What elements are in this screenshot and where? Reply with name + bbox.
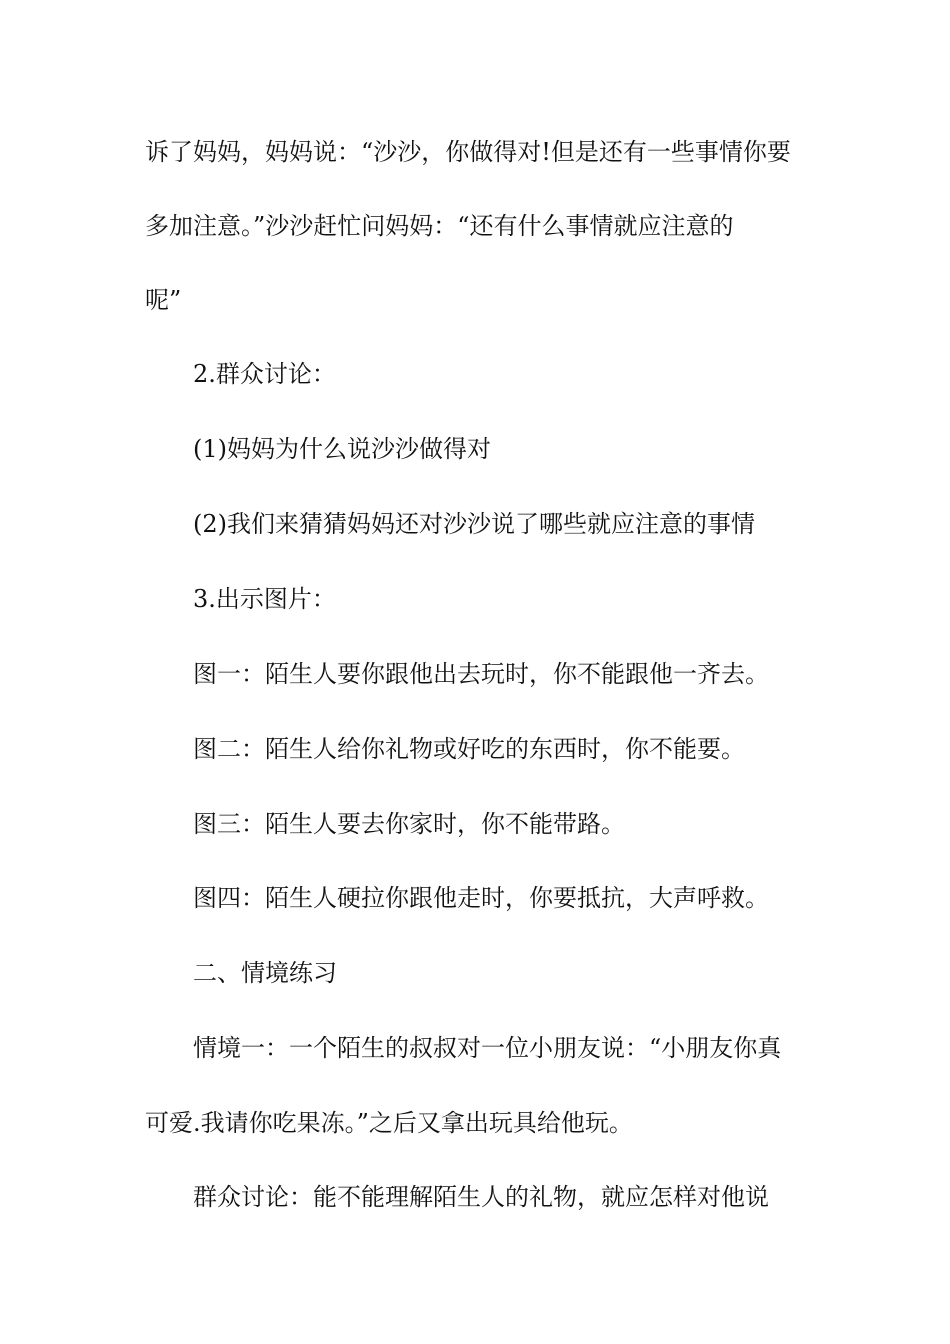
section-heading-pictures: 3.出示图片： [193, 585, 336, 613]
scenario-line-2: 可爱.我请你吃果冻。”之后又拿出玩具给他玩。 [145, 1109, 633, 1137]
picture-item-1: 图一：陌生人要你跟他出去玩时，你不能跟他一齐去。 [193, 660, 769, 688]
question-2: (2)我们来猜猜妈妈还对沙沙说了哪些就应注意的事情 [193, 510, 755, 538]
picture-item-4: 图四：陌生人硬拉你跟他走时，你要抵抗，大声呼救。 [193, 884, 769, 912]
picture-item-3: 图三：陌生人要去你家时，你不能带路。 [193, 810, 625, 838]
discussion-line: 群众讨论：能不能理解陌生人的礼物，就应怎样对他说 [193, 1183, 769, 1211]
scenario-line-1: 情境一：一个陌生的叔叔对一位小朋友说：“小朋友你真 [193, 1034, 782, 1062]
question-1: (1)妈妈为什么说沙沙做得对 [193, 435, 491, 463]
section-heading-practice: 二、情境练习 [193, 959, 337, 987]
paragraph-line-2: 多加注意。”沙沙赶忙问妈妈：“还有什么事情就应注意的 [145, 212, 734, 240]
paragraph-line-3: 呢” [145, 286, 182, 314]
section-heading-discussion: 2.群众讨论： [193, 360, 336, 388]
paragraph-line-1: 诉了妈妈，妈妈说：“沙沙，你做得对!但是还有一些事情你要 [145, 138, 791, 166]
picture-item-2: 图二：陌生人给你礼物或好吃的东西时，你不能要。 [193, 735, 745, 763]
